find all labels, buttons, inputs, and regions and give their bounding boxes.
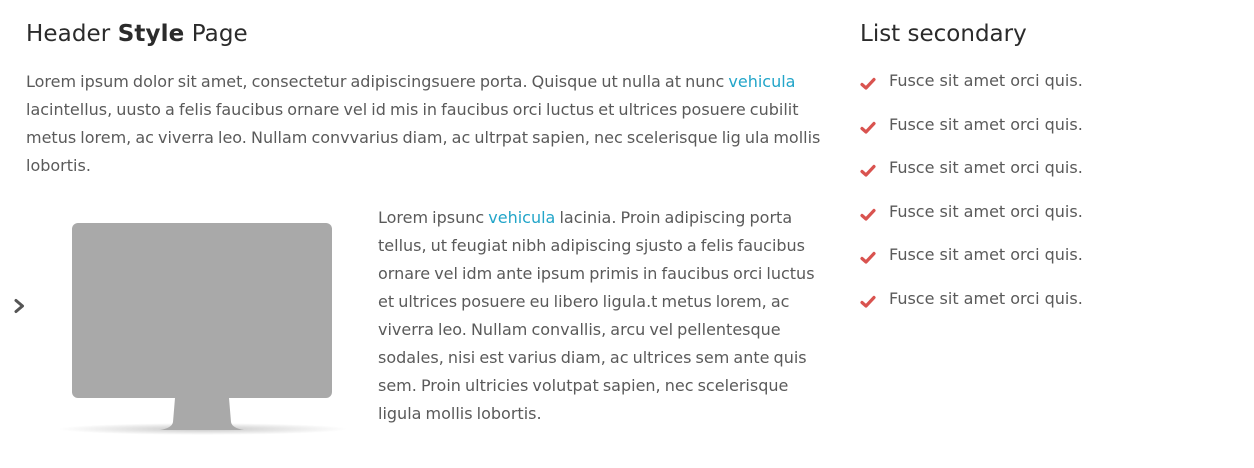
intro-text-end: lacintellus, uusto a felis faucibus ornare vel id mis in faucibus orci luctus et ultrices posuere cubilit metus lorem, ac viverra leo. Nullam convvarius diam, ac ultrpat sapien, nec scelerisque lig ula mollis lobortis.: [26, 100, 821, 175]
feature-text-end: lacinia. Proin adipiscing porta tellus, ut feugiat nibh adipiscing sjusto a felis faucibus ornare vel idm ante ipsum primis in faucibus orci luctus et ultrices posuere eu libero ligula.t metus lorem, ac viverra leo. Nullam convallis, arcu vel pellentesque sodales, nisi est varius diam, ac ultrices sem ante quis sem. Proin ultricies volutpat sapien, nec scelerisque ligula mollis lobortis.: [378, 208, 815, 423]
check-icon: [860, 249, 876, 263]
page-title-prefix: Header: [26, 21, 118, 47]
intro-vehicula-link[interactable]: vehicula: [728, 72, 796, 91]
list-item: [860, 70, 1083, 114]
secondary-list: [860, 70, 1083, 332]
monitor-icon: [58, 222, 348, 438]
sidebar-title: List secondary: [860, 21, 1027, 47]
page-title-suffix: Page: [184, 21, 248, 47]
intro-text-start: Lorem ipsum dolor sit amet, consectetur adipiscingsuere porta. Quisque ut nulla at nunc: [26, 72, 729, 91]
list-item: [860, 244, 1083, 288]
intro-paragraph: [26, 68, 822, 180]
list-item-label: Fusce sit amet orci quis.: [889, 158, 1083, 178]
list-item-label: Fusce sit amet orci quis.: [889, 114, 1083, 134]
check-icon: [860, 293, 876, 307]
feature-text-start: Lorem ipsunc: [378, 208, 489, 227]
page-title-bold: Style: [117, 21, 185, 47]
list-item-label: Fusce sit amet orci quis.: [889, 288, 1083, 308]
feature-vehicula-link[interactable]: vehicula: [488, 208, 556, 227]
feature-paragraph: [378, 204, 830, 428]
list-item-label: Fusce sit amet orci quis.: [889, 245, 1083, 265]
check-icon: [860, 119, 876, 133]
check-icon: [860, 162, 876, 176]
list-item: [860, 157, 1083, 201]
list-item: [860, 114, 1083, 158]
list-item-label: Fusce sit amet orci quis.: [889, 201, 1083, 221]
list-item-label: Fusce sit amet orci quis.: [889, 71, 1083, 90]
page-title: [26, 21, 248, 47]
list-item: [860, 288, 1083, 332]
chevron-right-icon[interactable]: [13, 298, 27, 314]
list-item: [860, 201, 1083, 245]
check-icon: [860, 75, 876, 89]
check-icon: [860, 206, 876, 220]
